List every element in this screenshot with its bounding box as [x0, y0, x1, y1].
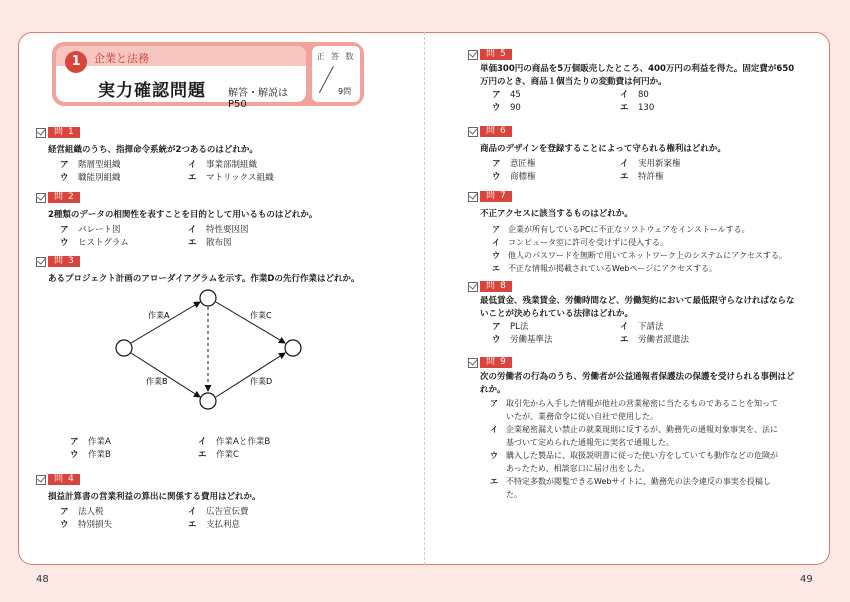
- node-end: [285, 340, 301, 356]
- question-badge: 問 6: [480, 126, 512, 137]
- options: [492, 223, 798, 275]
- label-task-c: 作業C: [250, 311, 272, 320]
- question-4: [36, 473, 316, 532]
- option[interactable]: ウ 作業B: [70, 450, 111, 460]
- arrow-c: [216, 302, 285, 343]
- node-top: [200, 290, 216, 306]
- arrow-diagram: [100, 280, 320, 420]
- checkbox-icon[interactable]: [36, 257, 46, 267]
- option[interactable]: イ 80: [620, 90, 649, 100]
- option[interactable]: ア 階層型組織: [60, 160, 121, 170]
- option[interactable]: ア パレート図: [60, 225, 121, 235]
- question-badge: 問 8: [480, 281, 512, 292]
- option[interactable]: エ 散布図: [188, 238, 232, 248]
- option[interactable]: エ 130: [620, 103, 655, 113]
- options: [490, 397, 796, 501]
- question-5: [468, 48, 794, 115]
- arrow-d: [216, 353, 285, 397]
- option[interactable]: イ 広告宣伝費: [188, 507, 249, 517]
- options: [60, 224, 317, 250]
- question-badge: 問 4: [48, 474, 80, 485]
- question-2: [36, 191, 317, 250]
- option[interactable]: エ マトリックス組織: [188, 173, 274, 183]
- label-task-d: 作業D: [250, 377, 273, 386]
- question-badge: 問 2: [48, 192, 80, 203]
- option[interactable]: イ 企業秘密漏えい禁止の就業規則に反するが、勤務先の通報対象事実を、法に 基づいて定められた通報先に実名で通報した。: [490, 425, 778, 447]
- checkbox-icon[interactable]: [468, 358, 478, 368]
- checkbox-icon[interactable]: [36, 193, 46, 203]
- option[interactable]: ア 意匠権: [492, 159, 536, 169]
- question-badge: 問 1: [48, 127, 80, 138]
- option[interactable]: イ コンピュータ室に許可を受けずに侵入する。: [492, 238, 668, 247]
- option[interactable]: ウ 特別損失: [60, 520, 113, 530]
- checkbox-icon[interactable]: [468, 282, 478, 292]
- question-9: [468, 356, 796, 501]
- options: [492, 89, 794, 115]
- option[interactable]: ウ 商標権: [492, 172, 536, 182]
- node-start: [116, 340, 132, 356]
- option[interactable]: エ 労働者派遣法: [620, 335, 690, 345]
- score-label: 正 答 数: [316, 52, 356, 61]
- question-7: [468, 190, 798, 275]
- question-text: 不正アクセスに該当するものはどれか。: [480, 209, 633, 219]
- arrow-a: [131, 302, 200, 343]
- option[interactable]: ア PL法: [492, 322, 529, 332]
- question-3-options: [70, 436, 326, 462]
- checkbox-icon[interactable]: [36, 128, 46, 138]
- option[interactable]: ウ 購入した製品に、取扱説明書に従った使い方をしていても動作などの危険が あったため、相談窓口に届け出をした。: [490, 451, 778, 473]
- option[interactable]: イ 下請法: [620, 322, 664, 332]
- option[interactable]: イ 作業Aと作業B: [198, 437, 271, 447]
- option[interactable]: エ 特許権: [620, 172, 664, 182]
- question-text: 損益計算書の営業利益の算出に関係する費用はどれか。: [48, 492, 261, 502]
- checkbox-icon[interactable]: [468, 127, 478, 137]
- options: [60, 506, 316, 532]
- question-text: 経営組織のうち、指揮命令系統が2つあるのはどれか。: [48, 145, 258, 155]
- question-text: 次の労働者の行為のうち、労働者が公益通報者保護法の保護を受けられる事例はど れか。: [480, 372, 795, 395]
- question-6: [468, 125, 748, 184]
- page-number-right: 49: [800, 574, 813, 585]
- option[interactable]: エ 支払利息: [188, 520, 241, 530]
- question-badge: 問 9: [480, 357, 512, 368]
- option[interactable]: イ 特性要因図: [188, 225, 249, 235]
- section-number: 1: [65, 51, 87, 73]
- option[interactable]: エ 不特定多数が閲覧できるWebサイトに、勤務先の法令違反の事実を投稿し た。: [490, 477, 771, 499]
- page-title: 実力確認問題: [98, 81, 206, 101]
- question-badge: 問 3: [48, 256, 80, 267]
- checkbox-icon[interactable]: [468, 50, 478, 60]
- question-1: [36, 126, 316, 185]
- question-8: [468, 280, 795, 347]
- option[interactable]: ア 取引先から入手した情報が他社の営業秘密に当たるものであることを知って いたが、業務命令に従い自社で使用した。: [490, 399, 778, 421]
- option[interactable]: ウ 他人のパスワードを無断で用いてネットワーク上のシステムにアクセスする。: [492, 251, 787, 260]
- option[interactable]: エ 不正な情報が掲載されているWebページにアクセスする。: [492, 264, 718, 273]
- page-number-left: 48: [36, 574, 49, 585]
- page-gutter: [424, 32, 425, 565]
- option[interactable]: イ 実用新案権: [620, 159, 681, 169]
- score-total: 9問: [338, 87, 352, 96]
- option[interactable]: エ 作業C: [198, 450, 239, 460]
- options: [492, 321, 795, 347]
- question-text: 最低賃金、残業賃金、労働時間など、労働契約において最低限守らなければならな いことが決められている法律はどれか。: [480, 296, 795, 319]
- option[interactable]: ウ ヒストグラム: [60, 238, 129, 248]
- option[interactable]: ア 法人税: [60, 507, 104, 517]
- checkbox-icon[interactable]: [468, 192, 478, 202]
- question-text: あるプロジェクト計画のアローダイアグラムを示す。作業Dの先行作業はどれか。: [48, 274, 360, 284]
- question-text: 2種類のデータの相関性を表すことを目的として用いるものはどれか。: [48, 210, 318, 220]
- label-task-a: 作業A: [148, 311, 170, 320]
- option[interactable]: ウ 労働基準法: [492, 335, 553, 345]
- options: [492, 158, 748, 184]
- option[interactable]: ウ 職能別組織: [60, 173, 121, 183]
- option[interactable]: ア 45: [492, 90, 521, 100]
- question-badge: 問 7: [480, 191, 512, 202]
- option[interactable]: イ 事業部制組織: [188, 160, 258, 170]
- section-header: [52, 42, 364, 110]
- option[interactable]: ウ 90: [492, 103, 521, 113]
- section-category: 企業と法務: [94, 52, 149, 65]
- answer-reference: 解答・解説はP50: [228, 88, 288, 110]
- question-badge: 問 5: [480, 49, 512, 60]
- node-bottom: [200, 393, 216, 409]
- header-title-panel: [56, 46, 306, 110]
- option[interactable]: ア 企業が所有しているPCに不正なソフトウェアをインストールする。: [492, 225, 750, 234]
- checkbox-icon[interactable]: [36, 475, 46, 485]
- score-slash: [319, 66, 334, 93]
- label-task-b: 作業B: [146, 377, 168, 386]
- arrow-b: [131, 353, 200, 397]
- question-text: 単価300円の商品を5万個販売したところ、400万円の利益を得た。固定費が650 万円のとき、商品１個当たりの変動費は何円か。: [480, 64, 795, 87]
- option[interactable]: ア 作業A: [70, 437, 111, 447]
- question-text: 商品のデザインを登録することによって守られる権利はどれか。: [480, 144, 726, 154]
- options: [60, 159, 316, 185]
- score-box: [312, 46, 360, 102]
